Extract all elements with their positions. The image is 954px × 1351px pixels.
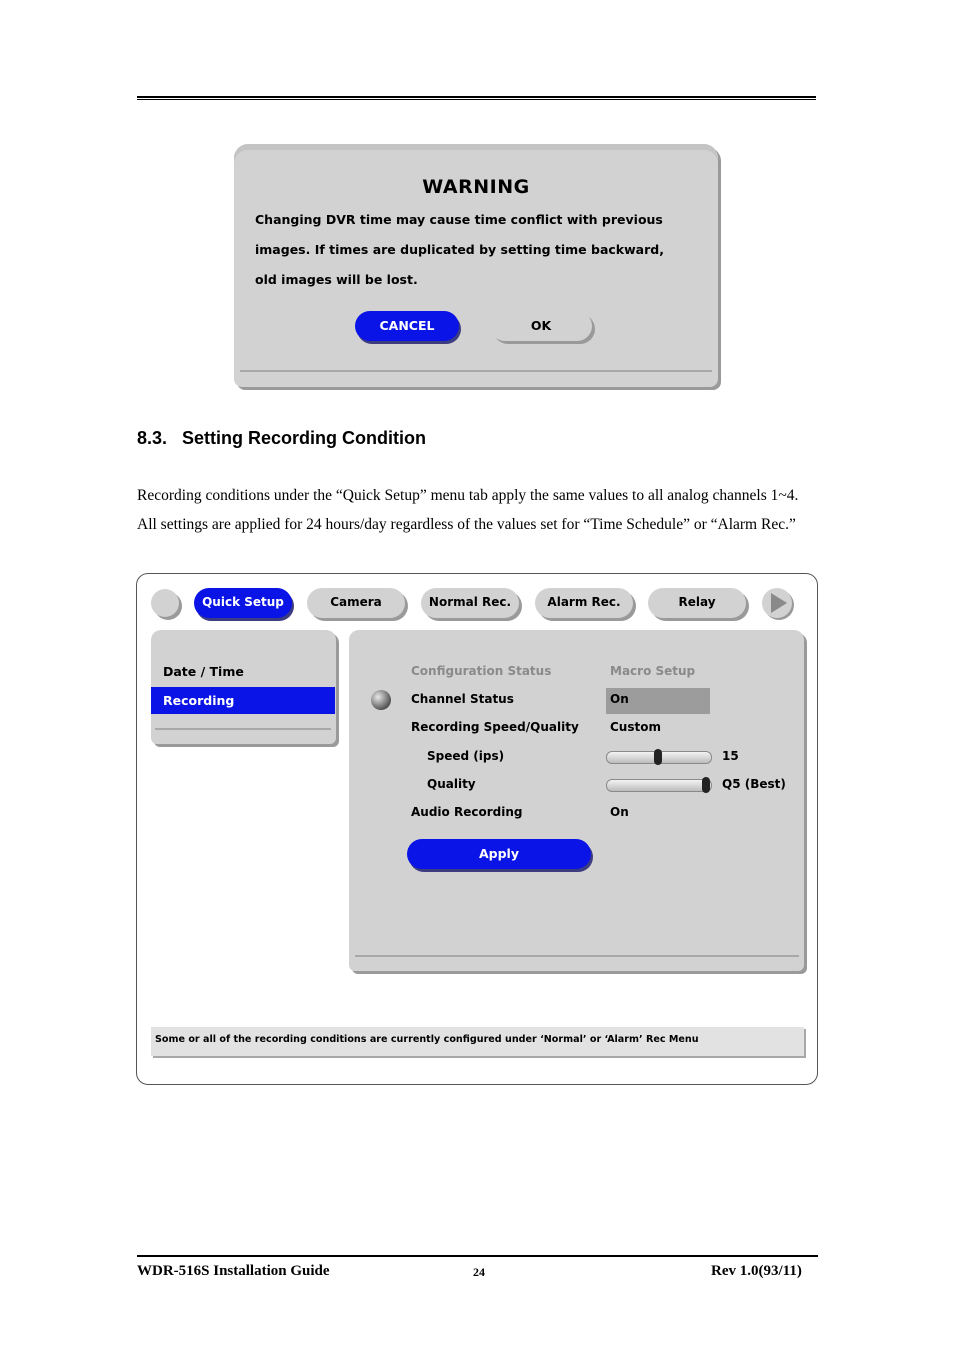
label-audio-recording: Audio Recording xyxy=(411,805,523,819)
warning-line-3: old images will be lost. xyxy=(255,272,418,287)
page-number: 24 xyxy=(473,1265,485,1279)
warning-title: WARNING xyxy=(422,176,530,198)
section-title: Setting Recording Condition xyxy=(182,428,426,448)
ok-button[interactable]: OK xyxy=(490,311,592,341)
paragraph-line-2: All settings are applied for 24 hours/day regardless of the values set for “Time Schedule” or “Alarm Rec.” xyxy=(137,516,796,533)
header-rule xyxy=(137,96,816,98)
sidebar-item-date-time[interactable]: Date / Time xyxy=(163,664,244,679)
cancel-button[interactable]: CANCEL xyxy=(355,311,459,341)
sidebar-divider xyxy=(155,728,331,730)
warning-dialog-divider xyxy=(240,370,712,372)
tab-alarm-rec[interactable]: Alarm Rec. xyxy=(535,588,633,618)
status-message: Some or all of the recording conditions are currently configured under ‘Normal’ or ‘Alarm’ Rec Menu xyxy=(155,1034,699,1045)
label-speed: Speed (ips) xyxy=(427,749,505,763)
quality-slider-handle[interactable] xyxy=(702,777,710,793)
column-header-configuration: Configuration Status xyxy=(411,664,552,678)
footer-revision: Rev 1.0(93/11) xyxy=(711,1263,802,1279)
value-speed: 15 xyxy=(722,749,739,763)
warning-line-2: images. If times are duplicated by setting time backward, xyxy=(255,242,664,257)
section-number: 8.3. xyxy=(137,428,168,448)
tab-scroll-left[interactable] xyxy=(151,589,179,617)
value-audio-recording[interactable]: On xyxy=(610,805,629,819)
label-channel-status: Channel Status xyxy=(411,692,514,706)
speed-slider-handle[interactable] xyxy=(654,749,662,765)
tab-quick-setup[interactable]: Quick Setup xyxy=(194,588,292,618)
warning-line-1: Changing DVR time may cause time conflict with previous xyxy=(255,212,663,227)
apply-button[interactable]: Apply xyxy=(407,839,591,869)
footer-rule xyxy=(137,1255,818,1257)
selection-bullet-icon xyxy=(371,690,391,710)
label-quality: Quality xyxy=(427,777,476,791)
value-recording-speed-quality[interactable]: Custom xyxy=(610,720,661,734)
column-header-macro: Macro Setup xyxy=(610,664,696,678)
footer-title: WDR-516S Installation Guide xyxy=(137,1263,330,1279)
value-quality: Q5 (Best) xyxy=(722,777,786,791)
quality-slider[interactable] xyxy=(606,779,712,792)
tab-relay[interactable]: Relay xyxy=(648,588,746,618)
paragraph-line-1: Recording conditions under the “Quick Setup” menu tab apply the same values to all analog channels 1~4. xyxy=(137,487,799,504)
sidebar-item-recording[interactable]: Recording xyxy=(151,687,335,714)
tab-camera[interactable]: Camera xyxy=(307,588,405,618)
next-tab-arrow-icon[interactable] xyxy=(762,588,792,618)
value-channel-status[interactable]: On xyxy=(610,692,629,706)
settings-panel xyxy=(349,630,804,971)
section-heading xyxy=(137,428,426,449)
header-rule-thin xyxy=(137,99,816,100)
tab-normal-rec[interactable]: Normal Rec. xyxy=(421,588,519,618)
label-recording-speed-quality: Recording Speed/Quality xyxy=(411,720,579,734)
settings-divider xyxy=(355,955,799,957)
